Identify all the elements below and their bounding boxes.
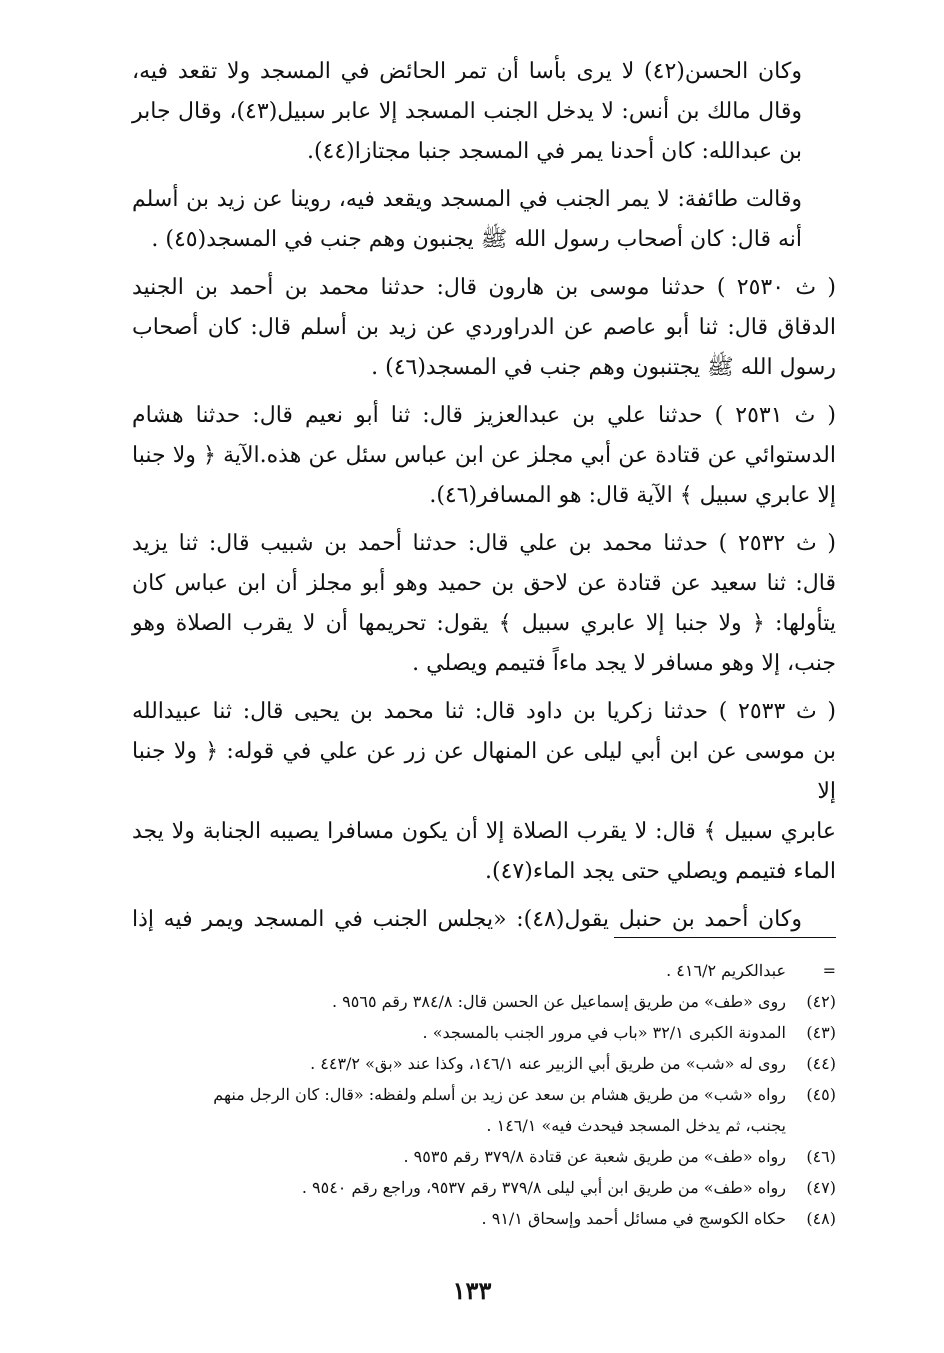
narration-2531 <box>132 396 836 516</box>
text-line: إلا عابري سبيل ﴾ الآية قال: هو المسافر(٤٦). <box>429 483 836 508</box>
footnote-item <box>132 1017 836 1048</box>
footnote-item <box>132 1141 836 1172</box>
footnote-text: رواه «طف» من طريق ابن أبي ليلى ٣٧٩/٨ رقم ٩٥٣٧، وراجع رقم ٩٥٤٠ . <box>301 1178 786 1197</box>
text-line: أنه قال: كان أصحاب رسول الله ﷺ يجنبون وهم جنب في المسجد(٤٥) . <box>151 227 802 252</box>
text-line: بن عبدالله: كان أحدنا يمر في المسجد جنبا مجتازا(٤٤). <box>306 139 802 164</box>
footnote-text: عبدالكريم ٤١٦/٢ . <box>666 961 786 980</box>
text-line: ( ث ٢٥٣٠ ) حدثنا موسى بن هارون قال: حدثنا محمد بن أحمد بن الجنيد <box>132 275 836 300</box>
footnotes <box>132 955 836 1234</box>
footnote-separator <box>614 937 836 938</box>
page-number: ١٣٣ <box>452 1276 492 1305</box>
paragraph-2 <box>132 180 836 260</box>
footnote-item <box>132 986 836 1017</box>
text-line: جنب، إلا وهو مسافر لا يجد ماءاً فتيمم ويصلي . <box>412 651 836 676</box>
text-line: وقالت طائفة: لا يمر الجنب في المسجد ويقعد فيه، روينا عن زيد بن أسلم <box>132 187 802 212</box>
paragraph-1 <box>132 52 836 172</box>
footnote-number: (٤٥) <box>806 1085 836 1104</box>
footnote-item <box>132 1048 836 1079</box>
narration-2533 <box>132 692 836 892</box>
text-line: ( ث ٢٥٣١ ) حدثنا علي بن عبدالعزيز قال: ثنا أبو نعيم قال: حدثنا هشام <box>132 403 836 428</box>
text-line: بن موسى عن ابن أبي ليلى عن المنهال عن زر عن علي في قوله: ﴿ ولا جنبا إلا <box>132 739 836 804</box>
main-text <box>132 52 836 948</box>
text-line: وكان أحمد بن حنبل يقول(٤٨): «يجلس الجنب في المسجد ويمر فيه إذا <box>132 907 802 932</box>
footnote-text: المدونة الكبرى ٣٢/١ «باب في مرور الجنب بالمسجد» . <box>422 1023 786 1042</box>
footnote-number: (٤٣) <box>806 1023 836 1042</box>
paragraph-ahmad <box>132 900 836 940</box>
text-line: عابري سبيل ﴾ قال: لا يقرب الصلاة إلا أن يكون مسافرا يصيبه الجنابة ولا يجد <box>132 819 836 844</box>
footnote-item <box>132 1203 836 1234</box>
footnote-text: روى «طف» من طريق إسماعيل عن الحسن قال: ٣٨٤/٨ رقم ٩٥٦٥ . <box>332 992 786 1011</box>
text-line: الدستوائي عن قتادة عن أبي مجلز عن ابن عباس سئل عن هذه.الآية ﴿ ولا جنبا <box>132 443 836 468</box>
footnote-number: (٤٧) <box>806 1178 836 1197</box>
footnote-number: (٤٢) <box>806 992 836 1011</box>
narration-2530 <box>132 268 836 388</box>
text-line: رسول الله ﷺ يجتنبون وهم جنب في المسجد(٤٦) . <box>371 355 836 380</box>
text-line: وقال مالك بن أنس: لا يدخل الجنب المسجد إلا عابر سبيل(٤٣)، وقال جابر <box>132 99 802 124</box>
text-line: يتأولها: ﴿ ولا جنبا إلا عابري سبيل ﴾ يقول: تحريمها أن لا يقرب الصلاة وهو <box>132 611 836 636</box>
footnote-continuation <box>132 1110 836 1141</box>
footnote-text: يجنب، ثم يدخل المسجد فيحدث فيه» ١٤٦/١ . <box>486 1116 786 1135</box>
text-line: الدقاق قال: ثنا أبو عاصم عن الدراوردي عن زيد بن أسلم قال: كان أصحاب <box>132 315 836 340</box>
footnote-number: = <box>822 961 836 980</box>
footnote-number: (٤٤) <box>806 1054 836 1073</box>
footnote-number: (٤٦) <box>806 1147 836 1166</box>
text-line: ( ث ٢٥٣٢ ) حدثنا محمد بن علي قال: حدثنا أحمد بن شبيب قال: ثنا يزيد <box>132 531 836 556</box>
text-line: وكان الحسن(٤٢) لا يرى بأسا أن تمر الحائض في المسجد ولا تقعد فيه، <box>132 59 802 84</box>
narration-2532 <box>132 524 836 684</box>
footnote-text: روى له «شب» من طريق أبي الزبير عنه ١٤٦/١، وكذا عند «بق» ٤٤٣/٢ . <box>310 1054 786 1073</box>
footnote-item <box>132 1079 836 1110</box>
footnote-item <box>132 955 836 986</box>
footnote-item <box>132 1172 836 1203</box>
footnote-text: رواه «طف» من طريق شعبة عن قتادة ٣٧٩/٨ رقم ٩٥٣٥ . <box>403 1147 786 1166</box>
text-line: الماء فتيمم ويصلي حتى يجد الماء(٤٧). <box>485 859 836 884</box>
footnote-text: حكاه الكوسج في مسائل أحمد وإسحاق ٩١/١ . <box>481 1209 786 1228</box>
footnote-number: (٤٨) <box>806 1209 836 1228</box>
text-line: قال: ثنا سعيد عن قتادة عن لاحق بن حميد وهو أبو مجلز أن ابن عباس كان <box>132 571 836 596</box>
text-line: ( ث ٢٥٣٣ ) حدثنا زكريا بن داود قال: ثنا محمد بن يحيى قال: ثنا عبيدالله <box>132 699 836 724</box>
footnote-text: رواه «شب» من طريق هشام بن سعد عن زيد بن أسلم ولفظه: «قال: كان الرجل منهم <box>213 1085 786 1104</box>
